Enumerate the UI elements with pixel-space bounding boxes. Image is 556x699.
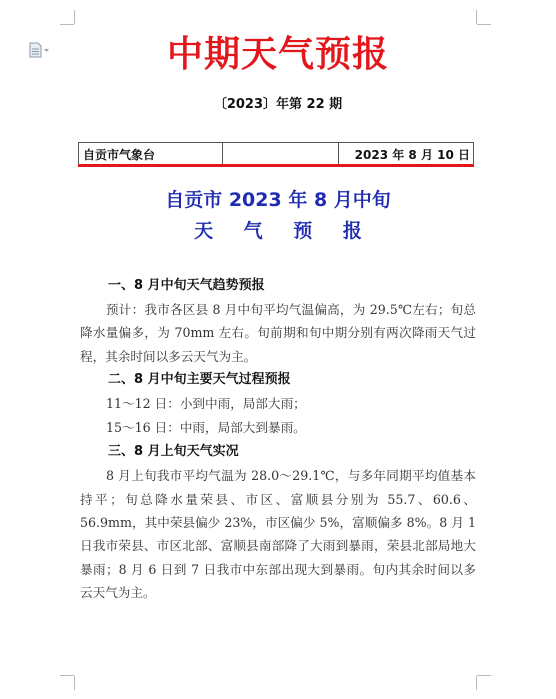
crop-mark: [476, 10, 477, 24]
forecast-subheading: 天 气 预 报: [194, 220, 374, 242]
crop-mark: [74, 10, 75, 24]
crop-mark: [74, 676, 75, 690]
section-paragraph: 8 月上旬我市平均气温为 28.0～29.1℃，与多年同期平均值基本持平；旬总降水量荣县、市区、富顺县分别为 55.7、60.6、56.9mm，其中荣县偏少 23%，市区偏少 5%，富顺偏多 8%。8 月 1 日我市荣县、市区北部、富顺县南部降了大雨到暴雨，荣县北部局地大暴雨；8 月 6 日到 7 日我市中东部出现大到暴雨。旬内其余时间以多云天气为主。: [80, 468, 476, 601]
publish-date: 2023 年 8 月 10 日: [354, 148, 470, 162]
section-title: 一、8 月中旬天气趋势预报: [108, 278, 265, 293]
forecast-heading: 自贡市 2023 年 8 月中旬: [165, 189, 391, 211]
header-top-rule: [78, 142, 474, 143]
header-divider: [338, 142, 339, 164]
header-red-rule: [78, 164, 474, 167]
crop-mark: [477, 24, 491, 25]
forecast-item: 11～12 日：小到中雨，局部大雨；: [106, 396, 306, 412]
header-divider: [78, 142, 79, 164]
section-title: 三、8 月上旬天气实况: [108, 444, 239, 460]
crop-mark: [476, 676, 477, 690]
publisher: 自贡市气象台: [83, 148, 156, 162]
document-title: 中期天气预报: [166, 34, 389, 75]
section-paragraph: 预计：我市各区县 8 月中旬平均气温偏高，为 29.5℃左右；旬总降水量偏多，为 70mm 左右。旬前期和旬中期分别有两次降雨天气过程，其余时间以多云天气为主。: [80, 302, 476, 364]
forecast-body: [80, 274, 476, 605]
issue-number: 〔2023〕年第 22 期: [213, 97, 343, 112]
header-divider: [473, 142, 474, 164]
crop-mark: [60, 24, 74, 25]
section-title: 二、8 月中旬主要天气过程预报: [108, 372, 291, 388]
crop-mark: [60, 675, 74, 676]
header-divider: [222, 142, 223, 164]
crop-mark: [477, 675, 491, 676]
forecast-item: 15～16 日：中雨，局部大到暴雨。: [106, 420, 306, 436]
